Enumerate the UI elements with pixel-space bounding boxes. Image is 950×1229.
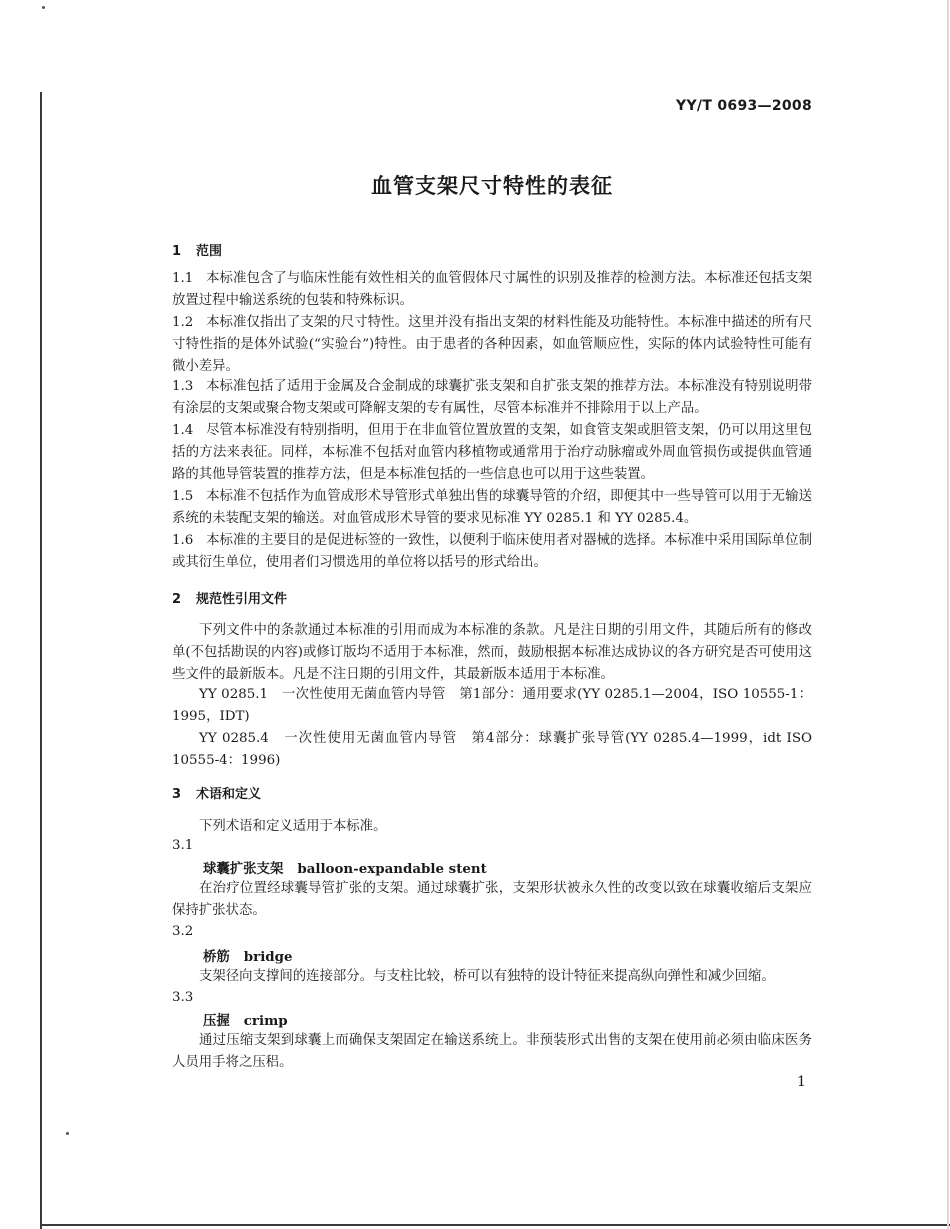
scan-speck	[66, 1132, 69, 1135]
document-title: 血管支架尺寸特性的表征	[371, 174, 613, 198]
clause-text: 本标准包含了与临床性能有效性相关的血管假体尺寸属性的识别及推荐的检测方法。本标准还包括支架放置过程中输送系统的包装和特殊标识。	[172, 271, 812, 308]
term-number: 3.2	[172, 924, 194, 939]
clause-number: 1.4	[172, 423, 194, 438]
scan-speck	[42, 6, 45, 9]
clause-1-5	[172, 486, 812, 530]
clause-1-4	[172, 420, 812, 486]
clause-text: 本标准包括了适用于金属及合金制成的球囊扩张支架和自扩张支架的推荐方法。本标准没有特别说明带有涂层的支架或聚合物支架或可降解支架的专有属性，尽管本标准并不排除用于以上产品。	[172, 379, 812, 416]
section-3-intro: 下列术语和定义适用于本标准。	[199, 819, 387, 834]
scan-border-bottom	[40, 1224, 950, 1226]
clause-text: 本标准不包括作为血管成形术导管形式单独出售的球囊导管的介绍，即便其中一些导管可以用于无输送系统的未装配支架的输送。对血管成形术导管的要求见标准 YY 0285.1 和 YY 0285.4。	[172, 489, 812, 526]
term-en: crimp	[243, 1013, 288, 1029]
scan-border-right	[947, 0, 949, 1229]
term-definition: 通过压缩支架到球囊上而确保支架固定在输送系统上。非预装形式出售的支架在使用前必须由临床医务人员用手将之压稆。	[172, 1033, 812, 1070]
clause-1-3	[172, 376, 812, 420]
section-2-intro: 下列文件中的条款通过本标准的引用而成为本标准的条款。凡是注日期的引用文件，其随后所有的修改单(不包括勘误的内容)或修订版均不适用于本标准，然而，鼓励根据本标准达成协议的各方研究是否可使用这些文件的最新版本。凡是不注日期的引用文件，其最新版本适用于本标准。	[172, 623, 812, 682]
term-number: 3.1	[172, 838, 194, 853]
section-title: 术语和定义	[196, 787, 262, 802]
section-number: 2	[172, 592, 182, 607]
clause-number: 1.6	[172, 533, 194, 548]
term-en: bridge	[243, 949, 293, 965]
term-zh: 压握	[203, 1013, 230, 1029]
section-3-heading	[172, 783, 261, 802]
term-heading	[203, 946, 293, 965]
section-number: 3	[172, 787, 182, 802]
term-number: 3.3	[172, 990, 194, 1005]
section-number: 1	[172, 244, 182, 259]
clause-text: 本标准仅指出了支架的尺寸特性。这里并没有指出支架的材料性能及功能特性。本标准中描述的所有尺寸特性指的是体外试验(“实验台”)特性。由于患者的各种因素，如血管顺应性，实际的体内试验特性可能有微小差异。	[172, 315, 812, 374]
section-2-heading	[172, 588, 287, 607]
clause-text: 本标准的主要目的是促进标签的一致性，以便利于临床使用者对器械的选择。本标准中采用国际单位制或其衍生单位，使用者们习惯选用的单位将以括号的形式给出。	[172, 533, 812, 570]
clause-text: 尽管本标准没有特别指明，但用于在非血管位置放置的支架，如食管支架或胆管支架，仍可以用这里包括的方法来表征。同样，本标准不包括对血管内移植物或通常用于治疗动脉瘤或外周血管损伤或提供血管通路的其他导管装置的推荐方法，但是本标准包括的一些信息也可以用于这些装置。	[172, 423, 812, 482]
standard-number: YY/T 0693—2008	[676, 98, 812, 114]
page-number: 1	[797, 1074, 806, 1090]
normative-reference: YY 0285.1 一次性使用无菌血管内导管 第1部分：通用要求(YY 0285.1—2004，ISO 10555-1：1995，IDT)	[172, 687, 812, 724]
clause-number: 1.5	[172, 489, 194, 504]
section-1-heading	[172, 240, 222, 259]
clause-1-6	[172, 530, 812, 574]
section-title: 规范性引用文件	[196, 592, 288, 607]
term-zh: 球囊扩张支架	[203, 861, 284, 877]
section-title: 范围	[196, 244, 223, 259]
term-definition: 支架径向支撑间的连接部分。与支柱比较，桥可以有独特的设计特征来提高纵向弹性和减少回缩。	[199, 969, 775, 984]
term-zh: 桥筋	[203, 949, 230, 965]
clause-number: 1.2	[172, 315, 194, 330]
term-en: balloon-expandable stent	[297, 861, 487, 877]
clause-1-1	[172, 268, 812, 312]
clause-1-2	[172, 312, 812, 378]
term-definition: 在治疗位置经球囊导管扩张的支架。通过球囊扩张，支架形状被永久性的改变以致在球囊收缩后支架应保持扩张状态。	[172, 881, 812, 918]
clause-number: 1.1	[172, 271, 194, 286]
clause-number: 1.3	[172, 379, 194, 394]
term-heading	[203, 858, 487, 877]
scan-border-left	[40, 92, 42, 1229]
term-heading	[203, 1010, 288, 1029]
normative-reference: YY 0285.4 一次性使用无菌血管内导管 第4部分：球囊扩张导管(YY 0285.4—1999，idt ISO 10555-4：1996)	[172, 731, 812, 768]
